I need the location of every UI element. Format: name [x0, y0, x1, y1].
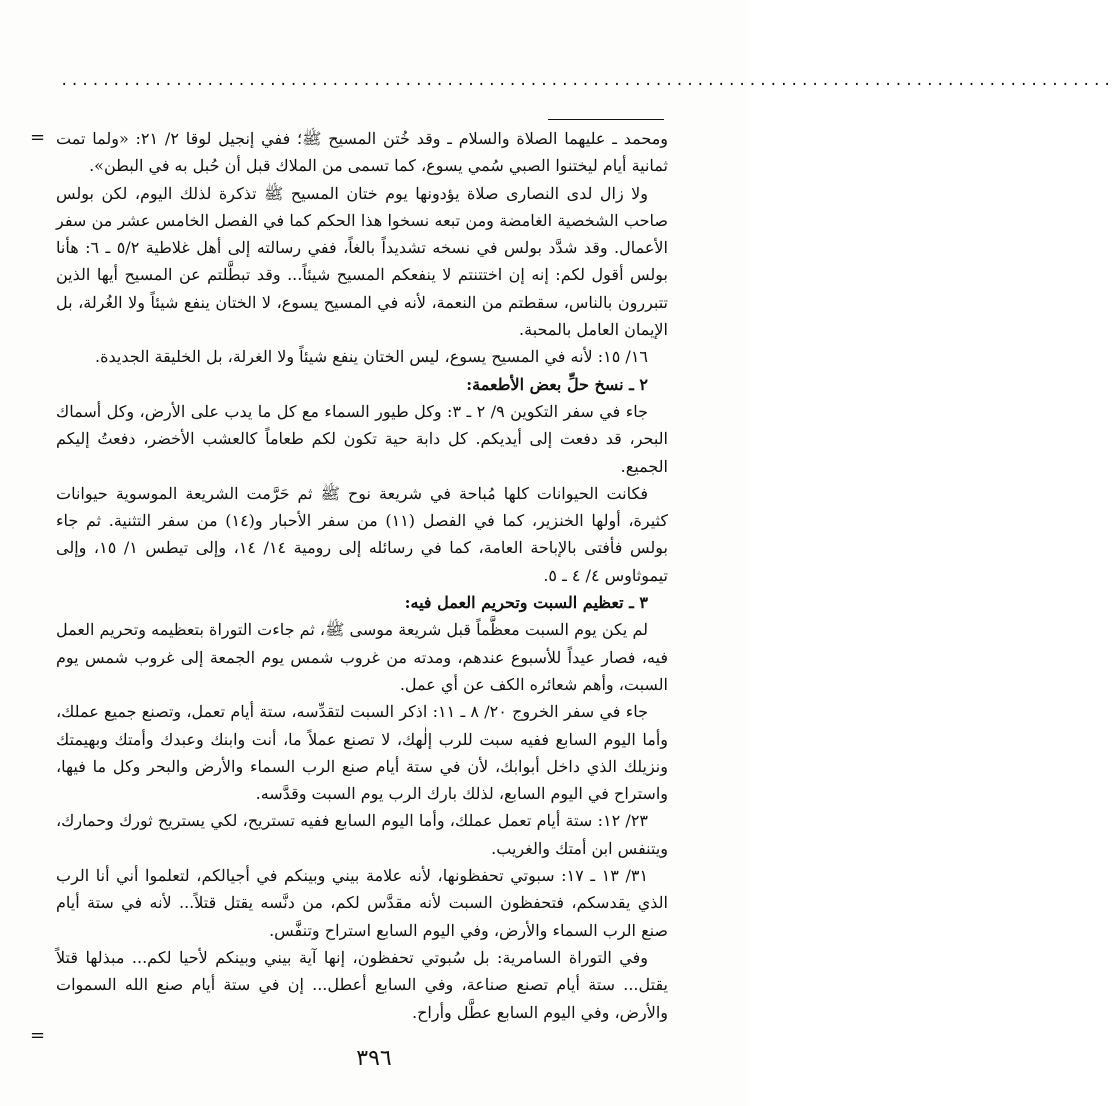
paragraph: جاء في سفر الخروج ٢٠/ ٨ ـ ١١: اذكر السبت لتقدِّسه، ستة أيام تعمل، وتصنع جميع عملك، وأما اليوم السابع ففيه سبت للرب إلٰهك، لا تصنع عملاً ما، أنت وابنك وعبدك وأمتك وبهيمتك ونزيلك الذي داخل أبوابك، لأن في ستة أيام صنع الرب السماء والأرض والبحر وكل ما فيها، واستراح في اليوم السابع، لذلك بارك الرب يوم السبت وقدَّسه. — [56, 702, 668, 804]
section-heading: ٣ ـ تعظيم السبت وتحريم العمل فيه: — [404, 593, 648, 613]
body-text — [56, 125, 668, 1026]
page-number: ٣٩٦ — [356, 1046, 392, 1071]
footnote-continuation-rule — [548, 119, 664, 120]
paragraph: جاء في سفر التكوين ٩/ ٢ ـ ٣: وكل طيور السماء مع كل ما يدب على الأرض، وكل أسماك البحر، قد دفعت إلى أيديكم. كل دابة حية تكون لكم طعاماً كالعشب الأخضر، دفعتُ إليكم الجميع. — [56, 401, 669, 476]
paragraph: ١٦/ ١٥: لأنه في المسيح يسوع، ليس الختان ينفع شيئاً ولا الغرلة، بل الخليقة الجديدة. — [95, 347, 648, 367]
paragraph: وفي التوراة السامرية: بل سُبوتي تحفظون، إنها آية بيني وبينكم لأحيا لكم... مبذلها قتلاً يقتل... ستة أيام تصنع صناعة، وفي السابع أعطل... إن في ستة أيام صنع الله السموات والأرض، وفي اليوم السابع عطَّل وأراح. — [56, 947, 668, 1022]
continuation-mark-bottom: = — [30, 1025, 46, 1046]
continuation-mark-top: = — [30, 127, 46, 148]
paragraph: ومحمد ـ عليهما الصلاة والسلام ـ وقد خُتن المسيح ﷺ؛ ففي إنجيل لوقا ٢/ ٢١: «ولما تمت ثمانية أيام ليختنوا الصبي سُمي يسوع، كما تسمى من الملاك قبل أن حُبل به في البطن». — [56, 129, 668, 176]
paragraph: ٢٣/ ١٢: ستة أيام تعمل عملك، وأما اليوم السابع ففيه تستريح، لكي يستريح ثورك وحمارك، ويتنفس ابن أمتك والغريب. — [56, 811, 668, 858]
section-heading: ٢ ـ نسخ حلِّ بعض الأطعمة: — [466, 374, 648, 394]
header-dotted-rule: ..................................................................................................... — [60, 73, 1113, 89]
paragraph: ٣١/ ١٣ ـ ١٧: سبوتي تحفظونها، لأنه علامة بيني وبينكم في أجيالكم، لتعلموا أني أنا الرب الذي يقدسكم، فتحفظون السبت لأنه مقدَّس لكم، من دنَّسه يقتل قتلاً... لأنه في ستة أيام صنع الرب السماء والأرض، وفي اليوم السابع استراح وتنفَّس. — [56, 866, 668, 940]
paragraph: ولا زال لدى النصارى صلاة يؤدونها يوم ختان المسيح ﷺ تذكرة لذلك اليوم، لكن بولس صاحب الشخصية الغامضة ومن تبعه نسخوا هذا الحكم كما في الفصل الخامس عشر من سفر الأعمال. وقد شدَّد بولس في نسخه تشديداً بالغاً، ففي رسالته إلى أهل غلاطية ٥/٢ ـ ٦: هأنا بولس أقول لكم: إنه إن اختتنتم لا ينفعكم المسيح شيئاً... وقد تبطَّلتم عن المسيح أيها الذين تتبررون بالناس، سقطتم من النعمة، لأنه في المسيح يسوع، لا الختان ينفع شيئاً ولا الغُرلة، بل الإيمان العامل بالمحبة. — [56, 183, 668, 340]
paragraph: فكانت الحيوانات كلها مُباحة في شريعة نوح ﷺ ثم حَرَّمت الشريعة الموسوية حيوانات كثيرة، أولها الخنزير، كما في الفصل (١١) من سفر الأحبار و(١٤) من سفر التثنية. ثم جاء بولس فأفتى بالإباحة العامة، كما في رسائله إلى رومية ١٤/ ١٤، وإلى تيطس ١/ ١٥، وإلى تيموثاوس ٤/ ٤ ـ ٥. — [56, 483, 669, 585]
paragraph: لم يكن يوم السبت معظَّماً قبل شريعة موسى ﷺ، ثم جاءت التوراة بتعظيمه وتحريم العمل فيه، فصار عيداً للأسبوع عندهم، ومدته من غروب شمس يوم الجمعة إلى غروب شمس يوم السبت، وأهم شعائره الكف عن أي عمل. — [56, 620, 668, 694]
